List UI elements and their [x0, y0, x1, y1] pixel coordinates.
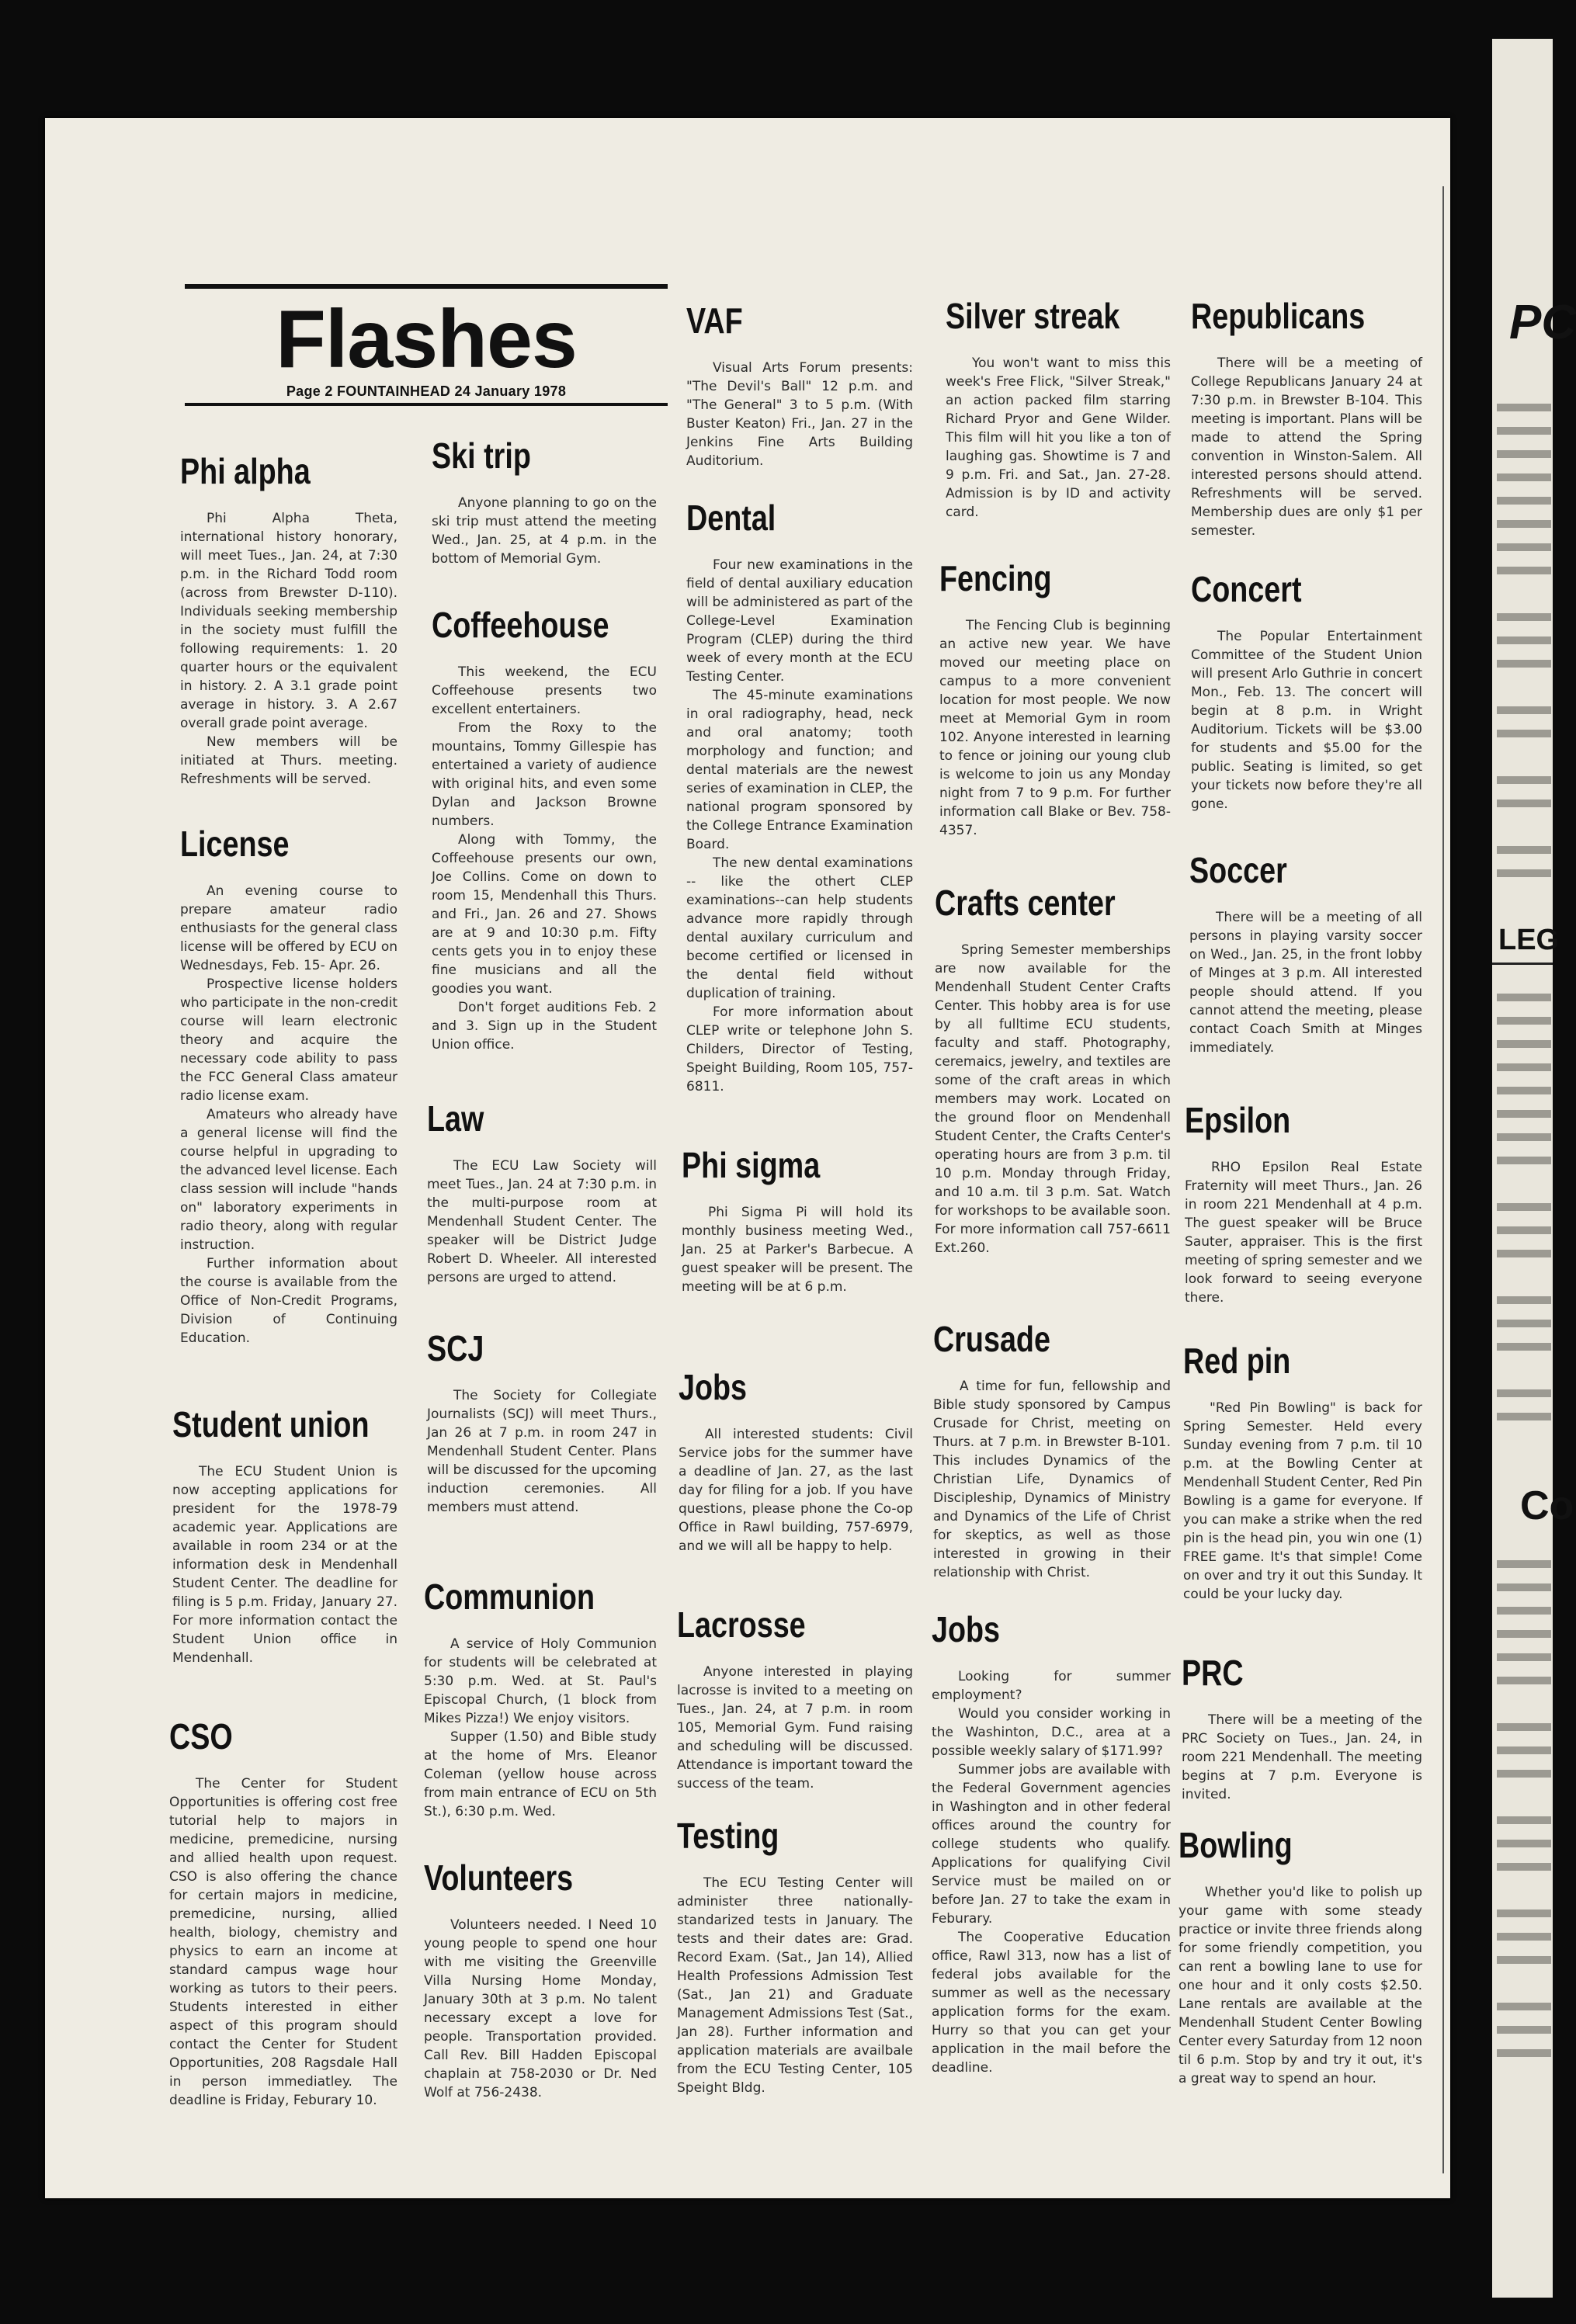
headline: VAF — [686, 300, 743, 341]
paragraph: The new dental examinations -- like the othert CLEP examinations--can help students advance more rapidly through dental auxilary curriculum and become certified or licensed in the dental field without duplication of training. — [686, 855, 913, 1001]
paragraph: Would you consider working in the Washinton, D.C., area at a possible weekly salary of $171.99? — [932, 1706, 1171, 1759]
paragraph: You won't want to miss this week's Free Flick, "Silver Streak," an action packed film starring Richard Pryor and Gene Wilder. This film will hit you like a ton of laughing gas. Showtime is 7 and 9 p.m. Fri. and Sat., Jan. 27-28. Admission is by ID and activity card. — [946, 356, 1171, 520]
article-vaf — [686, 300, 913, 470]
paragraph: Summer jobs are available with the Federal Government agencies in Washington and in other federal offices around the country for college students who qualify. Applications for qualifying Civil Service must be mailed on or before Jan. 27 to take the exam in Feburary. — [932, 1762, 1171, 1927]
headline: License — [180, 824, 290, 864]
article-student-union — [172, 1403, 397, 1667]
article-jobs — [679, 1366, 913, 1556]
headline: Concert — [1191, 569, 1302, 609]
paragraph: A time for fun, fellowship and Bible study sponsored by Campus Crusade for Christ, meeting on Thurs. at 7 p.m. in Brewster B-101. This includes Dynamics of the Christian Life, Dynamics of Discipleship, Dynamics of Ministry and Dynamics of the Life of Christ for skeptics, as well as those interested in growing in their relationship with Christ. — [933, 1379, 1171, 1580]
article-soccer — [1189, 849, 1422, 1057]
paragraph: An evening course to prepare amateur radio enthusiasts for the general class license will be offered by ECU on Wednesdays, Feb. 15- Apr. 26. — [180, 883, 397, 973]
article-prc — [1182, 1652, 1422, 1804]
paragraph: The ECU Testing Center will administer three nationally-standarized tests in January. The tests and their dates are: Grad. Record Exam. (Sat., Jan 14), Allied Health Professions Admission Test (Sat., Jan 21) and Graduate Management Admissions Test (Sat., Jan 28). Further information and application materials are availbale from the ECU Testing Center, 105 Speight Bldg. — [677, 1875, 913, 2096]
article-republicans — [1191, 295, 1422, 540]
article-coffeehouse — [432, 604, 657, 1054]
paragraph: The ECU Law Society will meet Tues., Jan. 24 at 7:30 p.m. in the multi-purpose room at Mendenhall Student Center. The speaker will be District Judge Robert D. Wheeler. All interested persons are urged to attend. — [427, 1158, 657, 1285]
headline: Jobs — [679, 1367, 748, 1407]
paragraph: For more information about CLEP write or telephone John S. Childers, Director of Testing, Speight Building, Room 105, 757-6811. — [686, 1004, 913, 1094]
article-concert — [1191, 568, 1422, 813]
article-lacrosse — [677, 1604, 913, 1793]
headline: Coffeehouse — [432, 605, 609, 645]
article-communion — [424, 1576, 657, 1821]
masthead — [185, 284, 668, 406]
article-cso — [169, 1715, 397, 2110]
headline: Student union — [172, 1404, 370, 1445]
paragraph: Supper (1.50) and Bible study at the home of Mrs. Eleanor Coleman (yellow house across from main entrance of ECU on 5th St.), 6:30 p.m. Wed. — [424, 1729, 657, 1819]
paragraph: Volunteers needed. I Need 10 young people to spend one hour with me visiting the Greenville Villa Nursing Home Monday, January 30th at 3 p.m. No talent necessary except a love for people. Transportation provided. Call Rev. Bill Hadden Episcopal chaplain at 758-2030 or Dr. Ned Wolf at 756-2438. — [424, 1917, 657, 2100]
paragraph: Prospective license holders who participate in the non-credit course will learn electronic theory and acquire the necessary code ability to pass the FCC General Class amateur radio license exam. — [180, 976, 397, 1104]
paragraph: The ECU Student Union is now accepting applications for president for the 1978-79 academic year. Applications are available in room 234 or at the information desk in Mendenhall Student Center. The deadline for filing is 5 p.m. Friday, January 27. For more information contact the Student Union office in Mendenhall. — [172, 1464, 397, 1666]
headline: Crafts center — [935, 883, 1116, 923]
article-jobs-summer — [932, 1608, 1171, 2077]
article-volunteers — [424, 1857, 657, 2102]
paragraph: Whether you'd like to polish up your game with some steady practice or invite three friends along for some friendly competition, you can rent a bowling lane to use for one hour and it only costs $2.50. Lane rentals are available at the Mendenhall Student Center Bowling Center every Saturday from 12 noon til 6 p.m. Stop by and try it out, it's a great way to spend an hour. — [1179, 1885, 1422, 2086]
article-scj — [427, 1327, 657, 1517]
paragraph: Don't forget auditions Feb. 2 and 3. Sign up in the Student Union office. — [432, 1000, 657, 1053]
headline: Communion — [424, 1577, 595, 1617]
paragraph: Phi Alpha Theta, international history honorary, will meet Tues., Jan. 24, at 7:30 p.m. in the Richard Todd room (across from Brewster D-110). Individuals seeking membership in the society must fulfill the following requirements: 1. 20 quarter hours or the equivalent in history. 2. A 3.1 grade point average in history. 3. A 2.67 overall grade point average. — [180, 511, 397, 731]
paragraph: Phi Sigma Pi will hold its monthly business meeting Wed., Jan. 25 at Parker's Barbecue. A guest speaker will be present. The meeting will be at 6 p.m. — [682, 1205, 913, 1295]
page-edge-rule — [1442, 186, 1444, 2173]
paragraph: The Popular Entertainment Committee of the Student Union will present Arlo Guthrie in concert Mon., Feb. 13. The concert will begin at 8 p.m. in Wright Auditorium. Tickets will be $3.00 for students and $5.00 for the public. Seating is limited, so get your tickets now before they're all gone. — [1191, 629, 1422, 812]
paragraph: Anyone planning to go on the ski trip must attend the meeting Wed., Jan. 25, at 4 p.m. in the bottom of Memorial Gym. — [432, 495, 657, 567]
paragraph: "Red Pin Bowling" is back for Spring Semester. Held every Sunday evening from 7 p.m. til 10 p.m. at the Bowling Center at Mendenhall Student Center, Red Pin Bowling is a game for everyone. If you can make a strike when the red pin is the head pin, you win one (1) FREE game. It's that simple! Come on over and try it out this Sunday. It could be your lucky day. — [1183, 1400, 1422, 1602]
paragraph: Visual Arts Forum presents: "The Devil's Ball" 12 p.m. and "The General" 3 to 5 p.m. (With Buster Keaton) Fri., Jan. 27 in the Jenkins Fine Arts Building Auditorium. — [686, 360, 913, 469]
article-license — [180, 823, 397, 1348]
paragraph: The 45-minute examinations in oral radiography, head, neck and oral anatomy; tooth morphology and function; and dental materials are the newest series of examination in CLEP, the national program sponsored by the College Entrance Examination Board. — [686, 688, 913, 852]
paragraph: Along with Tommy, the Coffeehouse presents our own, Joe Collins. Come on down to room 15, Mendenhall this Thurs. and Fri., Jan. 26 and 27. Shows are at 9 and 10:30 p.m. Fifty cents gets you in to enjoy these fine musicians and all the goodies you want. — [432, 832, 657, 997]
page-title: Flashes — [276, 293, 577, 385]
headline: Red pin — [1183, 1341, 1291, 1381]
adjacent-page-heading: PC — [1509, 296, 1576, 349]
paragraph: The Cooperative Education office, Rawl 313, now has a list of federal jobs available for the summer as well as the necessary application forms for the exam. Hurry so that you can get your application in the mail before the deadline. — [932, 1930, 1171, 2076]
paragraph: The Society for Collegiate Journalists (SCJ) will meet Thurs., Jan 26 at 7 p.m. in room 247 in Mendenhall Student Center. Plans will be discussed for the upcoming induction ceremonies. All members must attend. — [427, 1388, 657, 1515]
headline: Bowling — [1179, 1825, 1293, 1865]
paragraph: Amateurs who already have a general license will find the course helpful in upgrading to the advanced level license. Each class session will include "hands on" laboratory experiments in radio theory, along with regular instruction. — [180, 1107, 397, 1253]
headline: Ski trip — [432, 435, 531, 476]
paragraph: RHO Epsilon Real Estate Fraternity will meet Thurs., Jan. 26 in room 221 Mendenhall at 4 p.m. The guest speaker will be Bruce Sauter, appraiser. This is the first meeting of spring semester and we look forward to seeing everyone there. — [1185, 1160, 1422, 1306]
paragraph: All interested students: Civil Service jobs for the summer have a deadline of Jan. 27, as the last day for filing for a job. If you have questions, please phone the Co-op Office in Rawl building, 757-6979, and we will all be happy to help. — [679, 1427, 913, 1554]
headline: SCJ — [427, 1328, 484, 1368]
article-phi-alpha — [180, 450, 397, 789]
headline: Law — [427, 1098, 484, 1139]
paragraph: From the Roxy to the mountains, Tommy Gillespie has entertained a variety of audience with original hits, and even some Dylan and Jackson Browne numbers. — [432, 720, 657, 829]
headline: Dental — [686, 498, 776, 538]
headline: Soccer — [1189, 850, 1287, 890]
headline: Fencing — [939, 558, 1052, 598]
paragraph: Looking for summer employment? — [932, 1669, 1171, 1703]
article-bowling — [1179, 1824, 1422, 2088]
adjacent-page-heading: Co — [1520, 1483, 1574, 1528]
headline: PRC — [1182, 1653, 1244, 1693]
headline: Volunteers — [424, 1857, 574, 1898]
headline: Jobs — [932, 1609, 1001, 1649]
adjacent-page-heading: LEG — [1498, 924, 1560, 956]
article-crusade — [933, 1318, 1171, 1582]
paragraph: There will be a meeting of College Republicans January 24 at 7:30 p.m. in Brewster B-104. This meeting is important. Plans will be made to attend the Spring convention in Winston-Salem. All interested persons should attend. Refreshments will be served. Membership dues are only $1 per semester. — [1191, 356, 1422, 539]
paragraph: New members will be initiated at Thurs. meeting. Refreshments will be served. — [180, 734, 397, 787]
headline: CSO — [169, 1716, 233, 1757]
article-phi-sigma — [682, 1144, 913, 1296]
masthead-bottom-rule — [185, 403, 668, 406]
adjacent-page-edge — [1492, 39, 1576, 2298]
headline: Phi sigma — [682, 1145, 821, 1185]
article-testing — [677, 1815, 913, 2097]
paragraph: The Fencing Club is beginning an active new year. We have moved our meeting place on campus to a more convenient location for most people. We now meet at Memorial Gym in room 102. Anyone interested in learning to fence or joining our young club is welcome to join us any Monday night from 7 to 9 p.m. For further information call Blake or Bev. 758-4357. — [939, 618, 1171, 838]
paragraph: Spring Semester memberships are now available for the Mendenhall Student Center Crafts Center. This hobby area is for use by all fulltime ECU students, faculty and staff. Photography, ceremaics, jewelry, and textiles are some of the craft areas in which members may work. Located on the ground floor on Mendenhall Student Center, the Crafts Center's operating hours are from 3 p.m. til 10 p.m. Monday through Friday, and 10 a.m. til 3 p.m. Sat. Watch for workshops to be available soon. For more information call 757-6611 Ext.260. — [935, 942, 1171, 1256]
article-ski-trip — [432, 435, 657, 568]
headline: Lacrosse — [677, 1604, 806, 1645]
headline: Crusade — [933, 1319, 1050, 1359]
paragraph: Anyone interested in playing lacrosse is invited to a meeting on Tues., Jan. 24, at 7 p.m. in room 105, Memorial Gym. Fund raising and scheduling will be discussed. Attendance is important toward the success of the team. — [677, 1664, 913, 1792]
paragraph: There will be a meeting of all persons in playing varsity soccer on Wed., Jan. 25, in the front lobby of Minges at 3 p.m. All interested people should attend. If you cannot attend the meeting, please contact Coach Smith at Minges immediately. — [1189, 910, 1422, 1056]
paragraph: The Center for Student Opportunities is offering cost free tutorial help to majors in medicine, premedicine, nursing and allied health upon request. CSO is also offering the chance for certain majors in medicine, premedicine, nursing, allied health, biology, chemistry and physics to earn an income at standard campus wage hour working as tutors to their peers. Students interested in either aspect of this program should contact the Center for Student Opportunities, 208 Ragsdale Hall in person immediatley. The deadline is Friday, Feburary 10. — [169, 1776, 397, 2108]
article-red-pin — [1183, 1340, 1422, 1604]
article-dental — [686, 497, 913, 1096]
article-crafts-center — [935, 882, 1171, 1257]
paragraph: There will be a meeting of the PRC Society on Tues., Jan. 24, in room 221 Mendenhall. The meeting begins at 7 p.m. Everyone is invited. — [1182, 1712, 1422, 1802]
headline: Silver streak — [946, 296, 1120, 336]
article-fencing — [939, 557, 1171, 840]
paragraph: Further information about the course is available from the Office of Non-Credit Programs, Division of Continuing Education. — [180, 1256, 397, 1346]
article-epsilon — [1185, 1099, 1422, 1307]
paragraph: A service of Holy Communion for students will be celebrated at 5:30 p.m. Wed. at St. Paul's Episcopal Church, (1 block from Mikes Pizza!) We enjoy visitors. — [424, 1636, 657, 1726]
article-law — [427, 1098, 657, 1287]
headline: Phi alpha — [180, 451, 311, 491]
paragraph: This weekend, the ECU Coffeehouse presents two excellent entertainers. — [432, 664, 657, 717]
paragraph: Four new examinations in the field of dental auxiliary education will be administered as part of the College-Level Examination Program (CLEP) during the third week of every month at the ECU Testing Center. — [686, 557, 914, 685]
page-subtitle: Page 2 FOUNTAINHEAD 24 January 1978 — [286, 383, 567, 399]
headline: Testing — [677, 1816, 779, 1856]
headline: Republicans — [1191, 296, 1366, 336]
headline: Epsilon — [1185, 1100, 1291, 1140]
masthead-top-rule — [185, 284, 668, 289]
article-silver-streak — [946, 295, 1171, 522]
